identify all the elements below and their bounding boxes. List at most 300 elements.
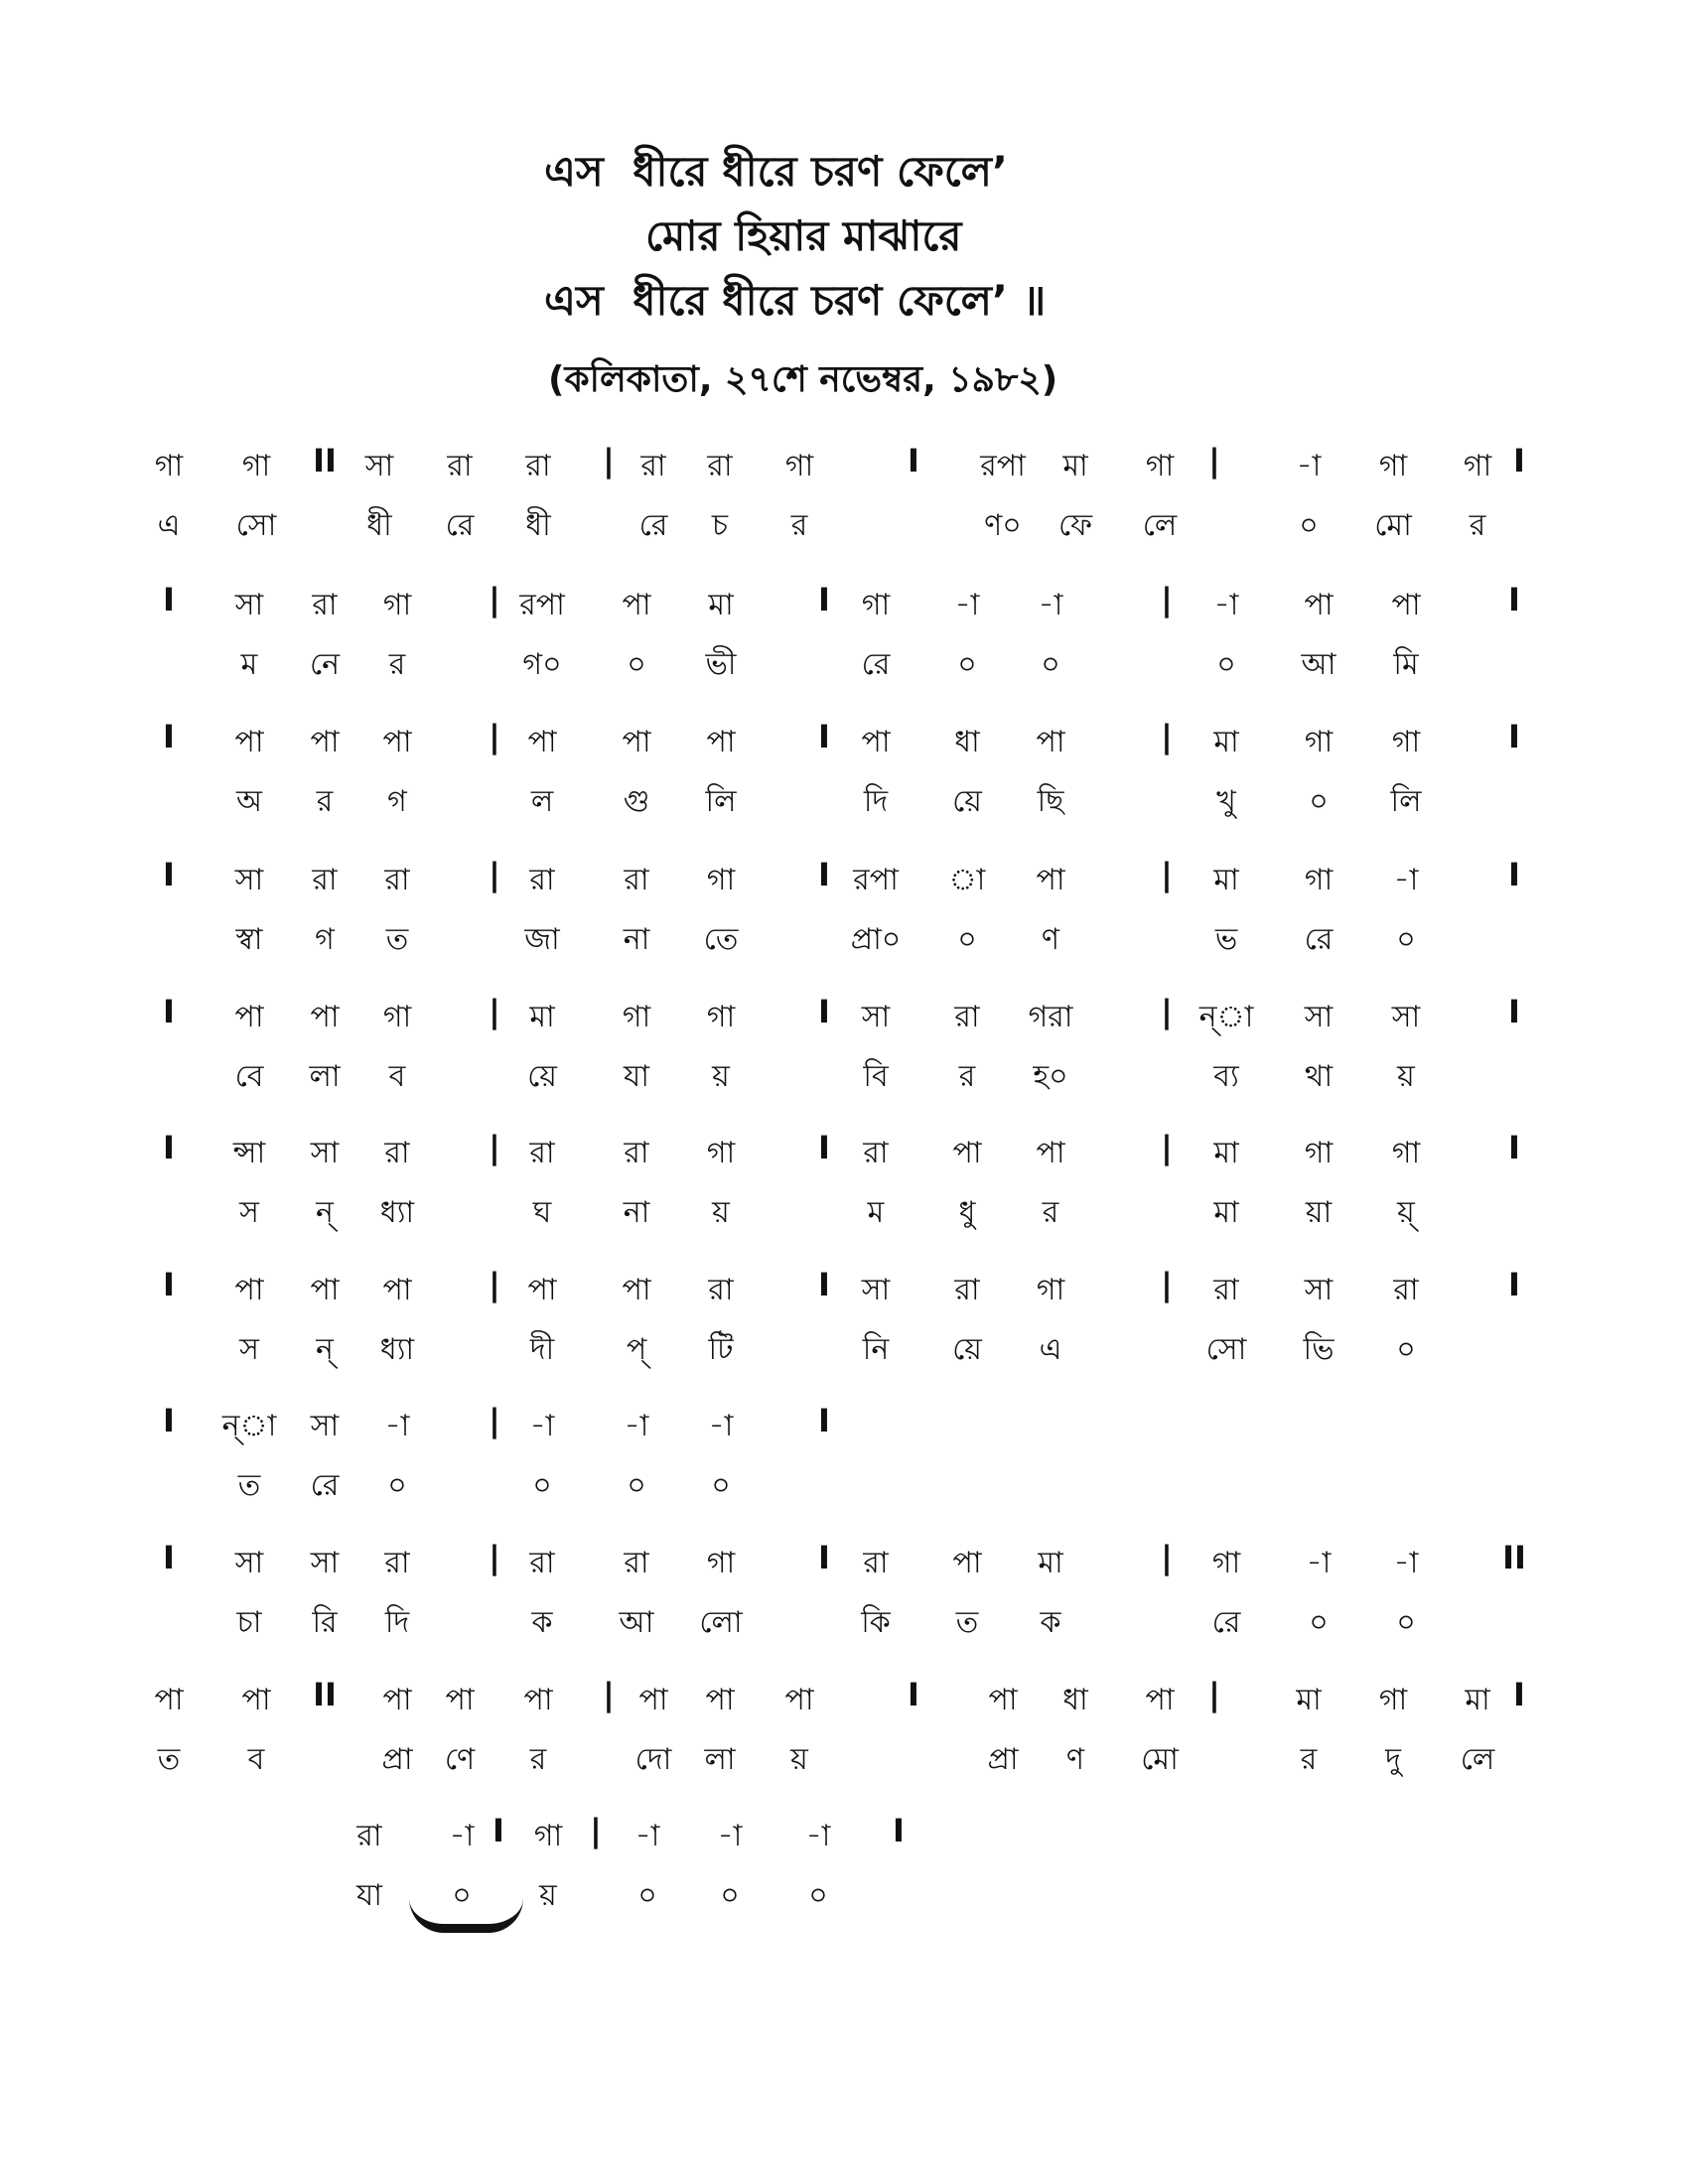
lyric-syllable: র [316, 784, 334, 819]
note: -া [1306, 1546, 1332, 1580]
note: রা [640, 449, 666, 483]
lyric-syllable: ০ [1299, 508, 1319, 543]
lyric-syllable: আ [619, 1605, 654, 1640]
bar-line: | [1208, 442, 1220, 479]
note: পা [234, 725, 264, 759]
lyric-syllable: ণ০ [984, 508, 1022, 543]
lyric-syllable: মা [1213, 1195, 1239, 1230]
song-line-2: মোর হিয়ার মাঝারে [645, 211, 962, 260]
lyric-syllable: ম [240, 647, 258, 682]
note: মা [1038, 1546, 1063, 1580]
lyric-syllable: থা [1304, 1059, 1334, 1094]
bar-line: I [818, 1402, 830, 1439]
note: পা [527, 725, 557, 759]
lyric-syllable: ০ [1309, 784, 1329, 819]
lyric-syllable: ব্য [1213, 1059, 1239, 1094]
lyric-syllable: ০ [387, 1468, 407, 1503]
lyric-syllable: মি [1393, 647, 1419, 682]
note: গা [1036, 1273, 1065, 1307]
note: গরা [1028, 1000, 1073, 1034]
note: সা [310, 1546, 340, 1580]
lyric-syllable: সো [1205, 1332, 1247, 1367]
lyric-syllable: হ০ [1033, 1059, 1068, 1094]
bar-line: I [1508, 856, 1520, 893]
bar-line: | [489, 1402, 500, 1439]
composition-date: (কলিকাতা, ২৭শে নভেম্বর, ১৯৮২) [548, 359, 1058, 400]
lyric-syllable: ০ [627, 1468, 646, 1503]
lyric-syllable: গ [315, 922, 335, 957]
note: মা [1062, 449, 1088, 483]
note: গা [1391, 725, 1421, 759]
note: রা [384, 863, 410, 897]
lyric-syllable: ব [247, 1742, 265, 1777]
lyric-syllable: য় [539, 1878, 557, 1913]
lyric-syllable: ণ [1041, 922, 1060, 957]
lyric-syllable: গু [623, 784, 650, 819]
note: -া [1393, 863, 1419, 897]
bar-line: I [163, 1402, 175, 1439]
bar-line: | [603, 442, 615, 479]
note: রা [384, 1546, 410, 1580]
note: -া [708, 1409, 734, 1443]
lyric-syllable: চ [711, 508, 729, 543]
note: মা [1213, 863, 1239, 897]
lyric-syllable: জা [524, 922, 560, 957]
slur-mark [409, 1898, 523, 1933]
note: পা [310, 1273, 340, 1307]
lyric-syllable: স [239, 1332, 259, 1367]
note: পা [310, 1000, 340, 1034]
note: পা [154, 1683, 184, 1717]
lyric-syllable: র [790, 508, 808, 543]
note: পা [310, 725, 340, 759]
note: গা [1304, 725, 1334, 759]
lyric-syllable: রে [638, 508, 668, 543]
note: গা [241, 449, 271, 483]
lyric-syllable: লে [1460, 1742, 1495, 1777]
lyric-syllable: ভী [705, 647, 737, 682]
lyric-syllable: চা [236, 1605, 262, 1640]
note: রা [447, 449, 473, 483]
lyric-syllable: স্বা [235, 922, 263, 957]
lyric-syllable: র [1469, 508, 1486, 543]
note: পা [706, 725, 736, 759]
bar-line: | [1161, 993, 1173, 1030]
lyric-syllable: দি [384, 1605, 410, 1640]
lyric-syllable: ফে [1057, 508, 1093, 543]
lyric-syllable: ০ [452, 1878, 472, 1913]
notation-row [0, 1539, 1688, 1658]
notation-row [0, 993, 1688, 1112]
note: রা [529, 1136, 555, 1170]
lyric-syllable: ঘ [532, 1195, 552, 1230]
note: সা [234, 863, 264, 897]
note: রা [863, 1136, 889, 1170]
bar-line: I [1508, 581, 1520, 618]
note: সা [1391, 1000, 1421, 1034]
lyric-syllable: ০ [1396, 1605, 1416, 1640]
lyric-syllable: গ০ [522, 647, 562, 682]
lyric-syllable: য়া [1305, 1195, 1333, 1230]
lyric-syllable: ণ [1065, 1742, 1085, 1777]
notation-row [0, 856, 1688, 975]
lyric-syllable: তে [703, 922, 739, 957]
note: মা [708, 588, 734, 622]
bar-line: | [489, 718, 500, 755]
note: পা [382, 725, 412, 759]
lyric-syllable: র [529, 1742, 547, 1777]
note: গা [861, 588, 891, 622]
bar-line: I [908, 1676, 919, 1713]
note: গা [382, 1000, 412, 1034]
lyric-syllable: য়্ [1397, 1195, 1415, 1230]
note: রা [954, 1273, 980, 1307]
note: গা [706, 863, 736, 897]
note: সা [861, 1273, 891, 1307]
note: -া [1296, 449, 1322, 483]
bar-line: I [163, 856, 175, 893]
lyric-syllable: বে [234, 1059, 264, 1094]
lyric-syllable: ০ [1309, 1605, 1329, 1640]
lyric-syllable: লা [309, 1059, 341, 1094]
lyric-syllable: লা [704, 1742, 736, 1777]
bar-line: I [1508, 1129, 1520, 1166]
note: গা [1304, 863, 1334, 897]
note: রপা [519, 588, 565, 622]
bar-line: | [489, 993, 500, 1030]
lyric-syllable: টি [708, 1332, 734, 1367]
note: পা [861, 725, 891, 759]
lyric-syllable: ০ [532, 1468, 552, 1503]
lyric-syllable: দো [634, 1742, 672, 1777]
note: সা [861, 1000, 891, 1034]
bar-line: | [1161, 1539, 1173, 1576]
bar-line: | [590, 1812, 602, 1849]
bar-line: I [163, 581, 175, 618]
lyric-syllable: নে [309, 647, 341, 682]
lyric-syllable: ০ [1396, 1332, 1416, 1367]
lyric-syllable: ০ [627, 647, 646, 682]
lyric-syllable: বি [863, 1059, 889, 1094]
note: -া [529, 1409, 555, 1443]
notation-row [0, 1266, 1688, 1385]
note: পা [523, 1683, 553, 1717]
lyric-syllable: ০ [711, 1468, 731, 1503]
note: গা [1378, 1683, 1408, 1717]
lyric-syllable: অ [236, 784, 262, 819]
note: রা [1393, 1273, 1419, 1307]
note: গা [382, 588, 412, 622]
bar-line: | [1208, 1676, 1220, 1713]
lyric-syllable: রি [312, 1605, 338, 1640]
lyric-syllable: ০ [957, 647, 977, 682]
lyric-syllable: না [623, 1195, 650, 1230]
note: পা [234, 1000, 264, 1034]
note: গা [784, 449, 814, 483]
lyric-syllable: গ [387, 784, 407, 819]
lyric-syllable: মো [1141, 1742, 1179, 1777]
note: রা [356, 1819, 382, 1853]
note: রা [863, 1546, 889, 1580]
note: গা [533, 1819, 563, 1853]
note: -া [954, 588, 980, 622]
bar-line: II [1502, 1539, 1526, 1576]
lyric-syllable: ন্ [316, 1195, 334, 1230]
note: রা [708, 1273, 734, 1307]
note: গা [1145, 449, 1175, 483]
bar-line: I [1508, 993, 1520, 1030]
lyric-syllable: কি [861, 1605, 891, 1640]
note: পা [1036, 725, 1065, 759]
note: -া [449, 1819, 475, 1853]
bar-line: | [489, 581, 500, 618]
bar-line: I [818, 718, 830, 755]
lyric-syllable: য় [712, 1059, 730, 1094]
note: পা [622, 588, 651, 622]
note: রপা [853, 863, 899, 897]
lyric-syllable: ন্ [316, 1332, 334, 1367]
lyric-syllable: যা [356, 1878, 382, 1913]
note: মা [1213, 1136, 1239, 1170]
note: সা [234, 588, 264, 622]
bar-line: I [818, 1129, 830, 1166]
bar-line: I [893, 1812, 905, 1849]
bar-line: I [1508, 1266, 1520, 1303]
lyric-syllable: ম [867, 1195, 885, 1230]
note: পা [382, 1683, 412, 1717]
lyric-syllable: য় [712, 1195, 730, 1230]
lyric-syllable: ল [530, 784, 554, 819]
lyric-syllable: প্রা [987, 1742, 1019, 1777]
note: পা [1036, 863, 1065, 897]
note: সা [310, 1409, 340, 1443]
note: পা [705, 1683, 735, 1717]
lyric-syllable: আ [1301, 647, 1336, 682]
note: রা [954, 1000, 980, 1034]
lyric-syllable: সো [235, 508, 277, 543]
note: -া [1213, 588, 1239, 622]
bar-line: I [492, 1812, 504, 1849]
lyric-syllable: দী [529, 1332, 555, 1367]
bar-line: I [163, 993, 175, 1030]
note: মা [1296, 1683, 1322, 1717]
note: পা [784, 1683, 814, 1717]
note: গা [1378, 449, 1408, 483]
note: গা [622, 1000, 651, 1034]
note: পা [952, 1136, 982, 1170]
note: রা [384, 1136, 410, 1170]
note: -া [805, 1819, 831, 1853]
note: রা [529, 863, 555, 897]
lyric-syllable: ০ [720, 1878, 740, 1913]
note: গা [1463, 449, 1492, 483]
lyric-syllable: ধী [525, 508, 551, 543]
bar-line: | [489, 1266, 500, 1303]
lyric-syllable: লি [1390, 784, 1422, 819]
song-line-1: এস ধীরে ধীরে চরণ ফেলে’ [544, 147, 1008, 196]
note: গা [706, 1546, 736, 1580]
note: পা [1145, 1683, 1175, 1717]
lyric-syllable: ০ [1216, 647, 1236, 682]
note: পা [445, 1683, 475, 1717]
lyric-syllable: ০ [1396, 922, 1416, 957]
notation-row [0, 1676, 1688, 1795]
note: পা [622, 725, 651, 759]
lyric-syllable: লো [699, 1605, 743, 1640]
bar-line: I [818, 1266, 830, 1303]
bar-line: | [1161, 1129, 1173, 1166]
lyric-syllable: ক [531, 1605, 553, 1640]
bar-line: | [1161, 856, 1173, 893]
note: পা [1304, 588, 1334, 622]
note: মা [1465, 1683, 1490, 1717]
bar-line: I [818, 856, 830, 893]
note: পা [988, 1683, 1018, 1717]
bar-line: | [1161, 1266, 1173, 1303]
bar-line: | [489, 1539, 500, 1576]
note: রা [1213, 1273, 1239, 1307]
notation-row [0, 442, 1688, 561]
note: -া [717, 1819, 743, 1853]
lyric-syllable: ধু [958, 1195, 976, 1230]
bar-line: I [818, 993, 830, 1030]
note: পা [234, 1273, 264, 1307]
note: া [948, 863, 986, 897]
note: পা [952, 1546, 982, 1580]
note: রা [529, 1546, 555, 1580]
note: রা [624, 1136, 649, 1170]
note: পা [1036, 1136, 1065, 1170]
note: সা [1304, 1000, 1334, 1034]
note: রা [624, 863, 649, 897]
bar-line: I [1513, 442, 1525, 479]
note: গা [154, 449, 184, 483]
note: সা [310, 1136, 340, 1170]
note: রা [624, 1546, 649, 1580]
lyric-syllable: য় [790, 1742, 808, 1777]
lyric-syllable: র [958, 1059, 976, 1094]
song-line-3: এস ধীরে ধীরে চরণ ফেলে’ ॥ [544, 276, 1047, 325]
note: -া [384, 1409, 410, 1443]
note: পা [622, 1273, 651, 1307]
bar-line: II [313, 442, 337, 479]
bar-line: I [908, 442, 919, 479]
lyric-syllable: ণে [444, 1742, 476, 1777]
bar-line: I [1513, 1676, 1525, 1713]
note: ন্া [1198, 1000, 1254, 1034]
bar-line: | [489, 1129, 500, 1166]
lyric-syllable: র [388, 647, 406, 682]
lyric-syllable: দি [863, 784, 889, 819]
lyric-syllable: রে [861, 647, 891, 682]
note: -া [1038, 588, 1063, 622]
note: মা [529, 1000, 555, 1034]
lyric-syllable: ০ [1041, 647, 1060, 682]
lyric-syllable: ০ [957, 922, 977, 957]
lyric-syllable: ধ্যা [379, 1195, 415, 1230]
notation-row [0, 1402, 1688, 1521]
note: পা [1391, 588, 1421, 622]
notation-row [0, 718, 1688, 837]
lyric-syllable: প্রা০ [850, 922, 902, 957]
lyric-syllable: প্রা [381, 1742, 413, 1777]
note: গা [706, 1000, 736, 1034]
lyric-syllable: ভ [1214, 922, 1238, 957]
lyric-syllable: যা [624, 1059, 649, 1094]
bar-line: | [489, 856, 500, 893]
note: পা [241, 1683, 271, 1717]
lyric-syllable: এ [1039, 1332, 1062, 1367]
note: রা [707, 449, 733, 483]
lyric-syllable: র [1042, 1195, 1059, 1230]
lyric-syllable: ০ [637, 1878, 657, 1913]
lyric-syllable: মো [1374, 508, 1412, 543]
lyric-syllable: ত [385, 922, 409, 957]
note: -া [634, 1819, 660, 1853]
bar-line: I [818, 1539, 830, 1576]
note: গা [1391, 1136, 1421, 1170]
lyric-syllable: রে [310, 1468, 340, 1503]
bar-line: I [163, 1266, 175, 1303]
lyric-syllable: লে [1142, 508, 1178, 543]
note: সা [364, 449, 394, 483]
lyric-syllable: র [1300, 1742, 1318, 1777]
lyric-syllable: ক [1040, 1605, 1061, 1640]
lyric-syllable: স [239, 1195, 259, 1230]
lyric-syllable: ধী [366, 508, 392, 543]
note: ন্া [221, 1409, 277, 1443]
note: -া [624, 1409, 649, 1443]
lyric-syllable: না [623, 922, 650, 957]
note: ধা [1062, 1683, 1088, 1717]
lyric-syllable: ব [388, 1059, 406, 1094]
lyric-syllable: য় [1397, 1059, 1415, 1094]
note: গা [706, 1136, 736, 1170]
note: মা [1213, 725, 1239, 759]
notation-row [0, 581, 1688, 700]
note: গা [1211, 1546, 1241, 1580]
lyric-syllable: ভি [1303, 1332, 1335, 1367]
note: -া [1393, 1546, 1419, 1580]
bar-line: I [1508, 718, 1520, 755]
lyric-syllable: এ [157, 508, 181, 543]
lyric-syllable: খু [1216, 784, 1236, 819]
lyric-syllable: ত [955, 1605, 979, 1640]
lyric-syllable: লি [705, 784, 737, 819]
lyric-syllable: য়ে [952, 784, 982, 819]
notation-row [0, 1129, 1688, 1248]
lyric-syllable: ছি [1037, 784, 1064, 819]
bar-line: I [163, 1129, 175, 1166]
note: রপা [980, 449, 1026, 483]
lyric-syllable: ত [237, 1468, 261, 1503]
bar-line: II [313, 1676, 337, 1713]
lyric-syllable: রে [1211, 1605, 1241, 1640]
lyric-syllable: ত [157, 1742, 181, 1777]
lyric-syllable: য়ে [527, 1059, 557, 1094]
bar-line: | [1161, 718, 1173, 755]
notation-row [0, 1812, 1688, 1931]
lyric-syllable: য়ে [952, 1332, 982, 1367]
bar-line: I [163, 718, 175, 755]
note: গা [1304, 1136, 1334, 1170]
note: রা [312, 863, 338, 897]
lyric-syllable: প্ [626, 1332, 647, 1367]
note: ন্সা [232, 1136, 266, 1170]
note: পা [638, 1683, 668, 1717]
lyric-syllable: ০ [808, 1878, 828, 1913]
bar-line: | [1161, 581, 1173, 618]
